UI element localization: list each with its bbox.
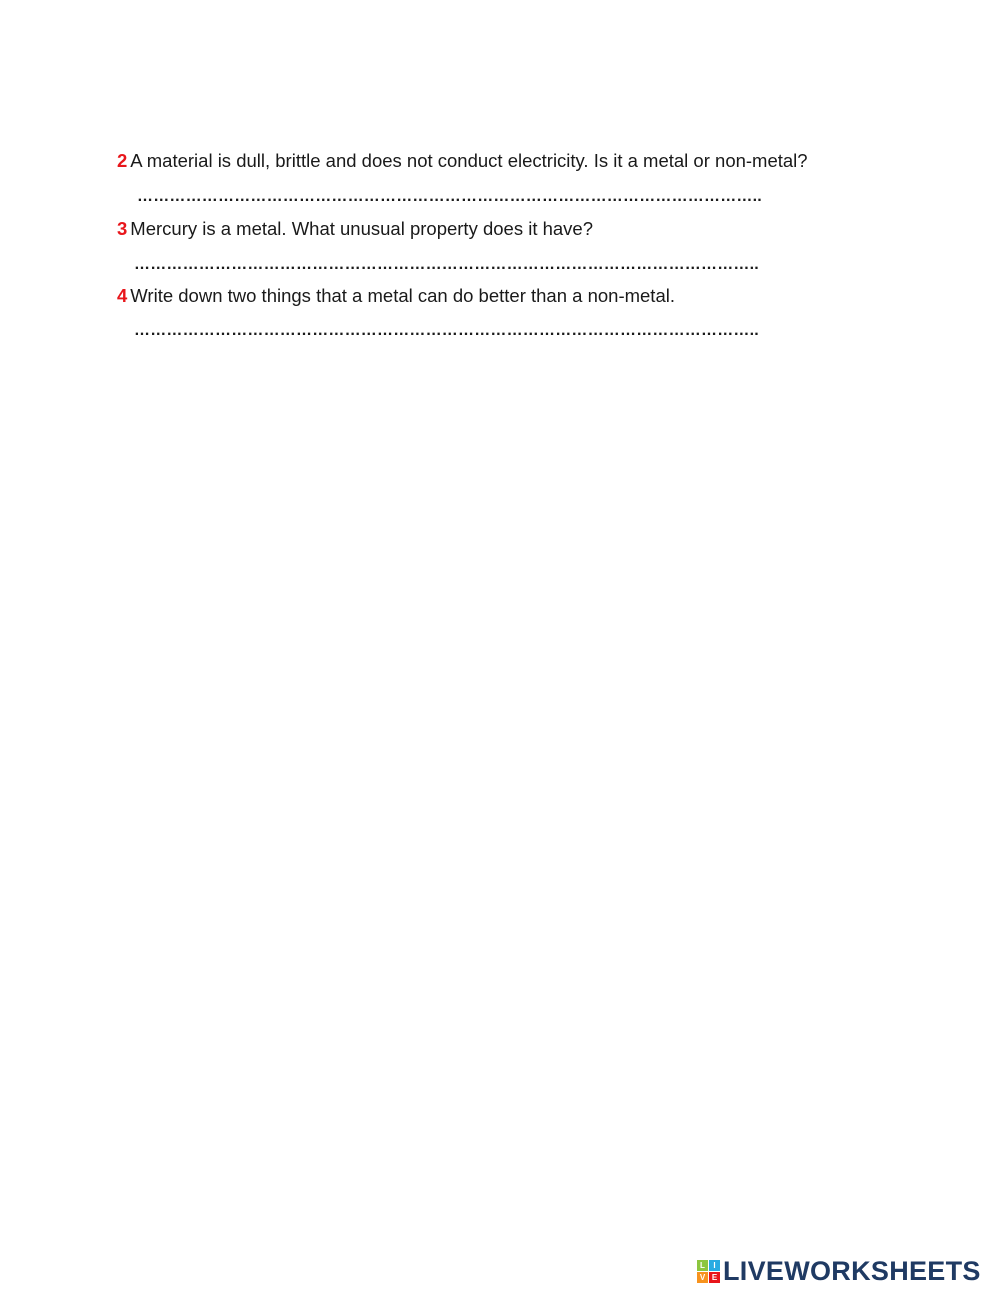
question-4: [117, 285, 675, 307]
question-number: 2: [117, 150, 128, 171]
logo-text: LIVEWORKSHEETS: [723, 1256, 981, 1286]
liveworksheets-logo: [697, 1256, 981, 1286]
logo-block: L: [697, 1260, 708, 1271]
logo-block: V: [697, 1272, 708, 1283]
logo-block: I: [709, 1260, 720, 1271]
question-text: A material is dull, brittle and does not conduct electricity. Is it a metal or non-metal?: [130, 150, 808, 171]
question-2: [117, 150, 808, 172]
question-number: 4: [117, 285, 128, 306]
answer-line-4[interactable]: ……………………………………………………………………………………………………..: [134, 322, 759, 339]
question-text: Mercury is a metal. What unusual property does it have?: [130, 218, 594, 239]
answer-line-2[interactable]: ……………………………………………………………………………………………………..: [137, 188, 762, 205]
logo-blocks-icon: [697, 1260, 720, 1283]
logo-block: E: [709, 1272, 720, 1283]
question-3: [117, 218, 593, 240]
answer-line-3[interactable]: ……………………………………………………………………………………………………..: [134, 256, 759, 273]
question-text: Write down two things that a metal can do better than a non-metal.: [130, 285, 675, 306]
question-number: 3: [117, 218, 128, 239]
